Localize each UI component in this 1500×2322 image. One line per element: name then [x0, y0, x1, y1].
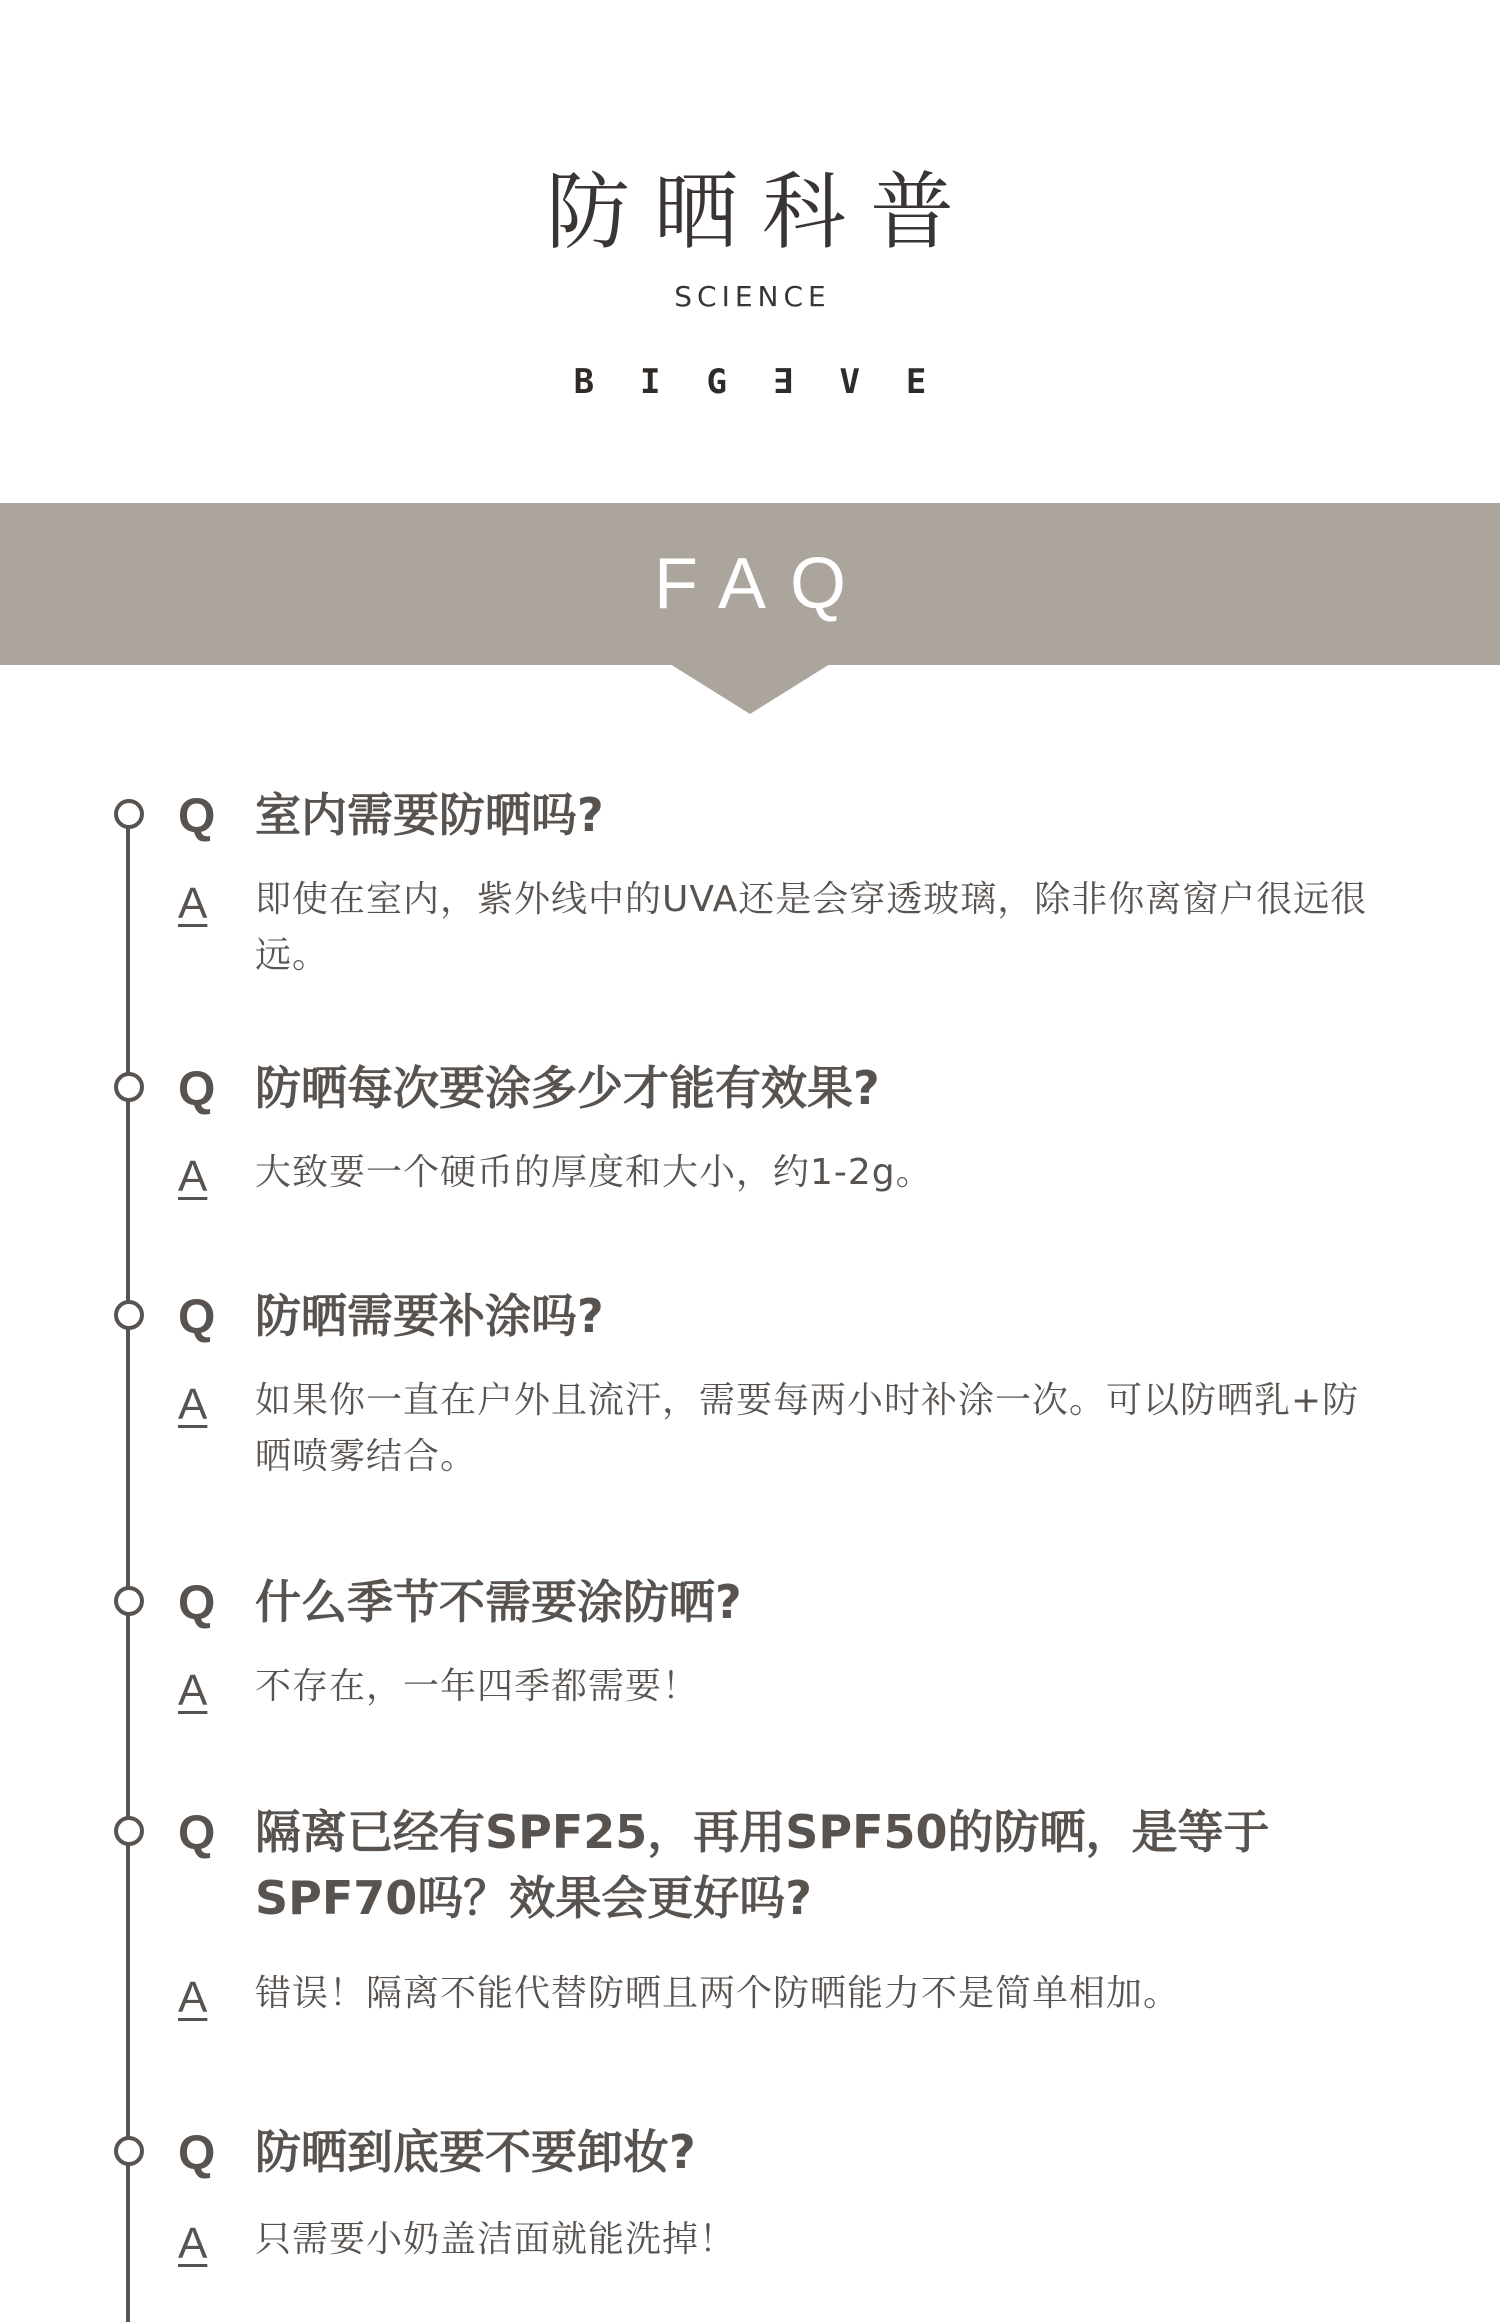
page-subtitle: SCIENCE	[674, 280, 831, 313]
question-mark: Q	[178, 790, 216, 843]
question-mark: Q	[178, 1807, 216, 1860]
question-text: 防晒到底要不要卸妆?	[255, 2125, 696, 2179]
answer-text: 不存在，一年四季都需要！	[255, 1666, 700, 1707]
question-mark: Q	[178, 1577, 216, 1630]
banner-pointer	[0, 664, 1500, 714]
question-mark: Q	[178, 1291, 216, 1344]
timeline-dot	[114, 1586, 144, 1616]
answer-text: 如果你一直在户外且流汗，需要每两小时补涂一次。可以防晒乳+防晒喷雾结合。	[255, 1380, 1360, 1477]
question-mark: Q	[178, 1063, 216, 1116]
answer-text: 大致要一个硬币的厚度和大小，约1-2g。	[255, 1152, 933, 1193]
brand-logo: BIG∃VE	[573, 362, 973, 402]
answer-mark: A	[178, 879, 208, 928]
answer-mark: A	[178, 1152, 208, 1201]
page-title: 防晒科普	[545, 163, 978, 261]
timeline-line	[126, 812, 130, 2322]
question-text: 防晒每次要涂多少才能有效果?	[255, 1061, 880, 1115]
timeline-dot	[114, 1816, 144, 1846]
question-mark: Q	[178, 2127, 216, 2180]
question-text: 室内需要防晒吗?	[255, 788, 604, 842]
answer-mark: A	[178, 1380, 208, 1429]
answer-mark: A	[178, 1666, 208, 1715]
timeline-dot	[114, 2136, 144, 2166]
answer-mark: A	[178, 2219, 208, 2268]
question-text: 防晒需要补涂吗?	[255, 1289, 604, 1343]
timeline-dot	[114, 1300, 144, 1330]
answer-text: 错误！隔离不能代替防晒且两个防晒能力不是简单相加。	[255, 1973, 1181, 2014]
question-text: 什么季节不需要涂防晒?	[255, 1575, 742, 1629]
timeline-dot	[114, 1072, 144, 1102]
timeline-dot	[114, 799, 144, 829]
question-text: 隔离已经有SPF25，再用SPF50的防晒，是等于SPF70吗？效果会更好吗?	[255, 1805, 1270, 1925]
faq-heading: FAQ	[653, 544, 871, 624]
answer-text: 只需要小奶盖洁面就能洗掉！	[255, 2219, 737, 2260]
answer-mark: A	[178, 1973, 208, 2022]
answer-text: 即使在室内，紫外线中的UVA还是会穿透玻璃，除非你离窗户很远很远。	[255, 879, 1368, 976]
